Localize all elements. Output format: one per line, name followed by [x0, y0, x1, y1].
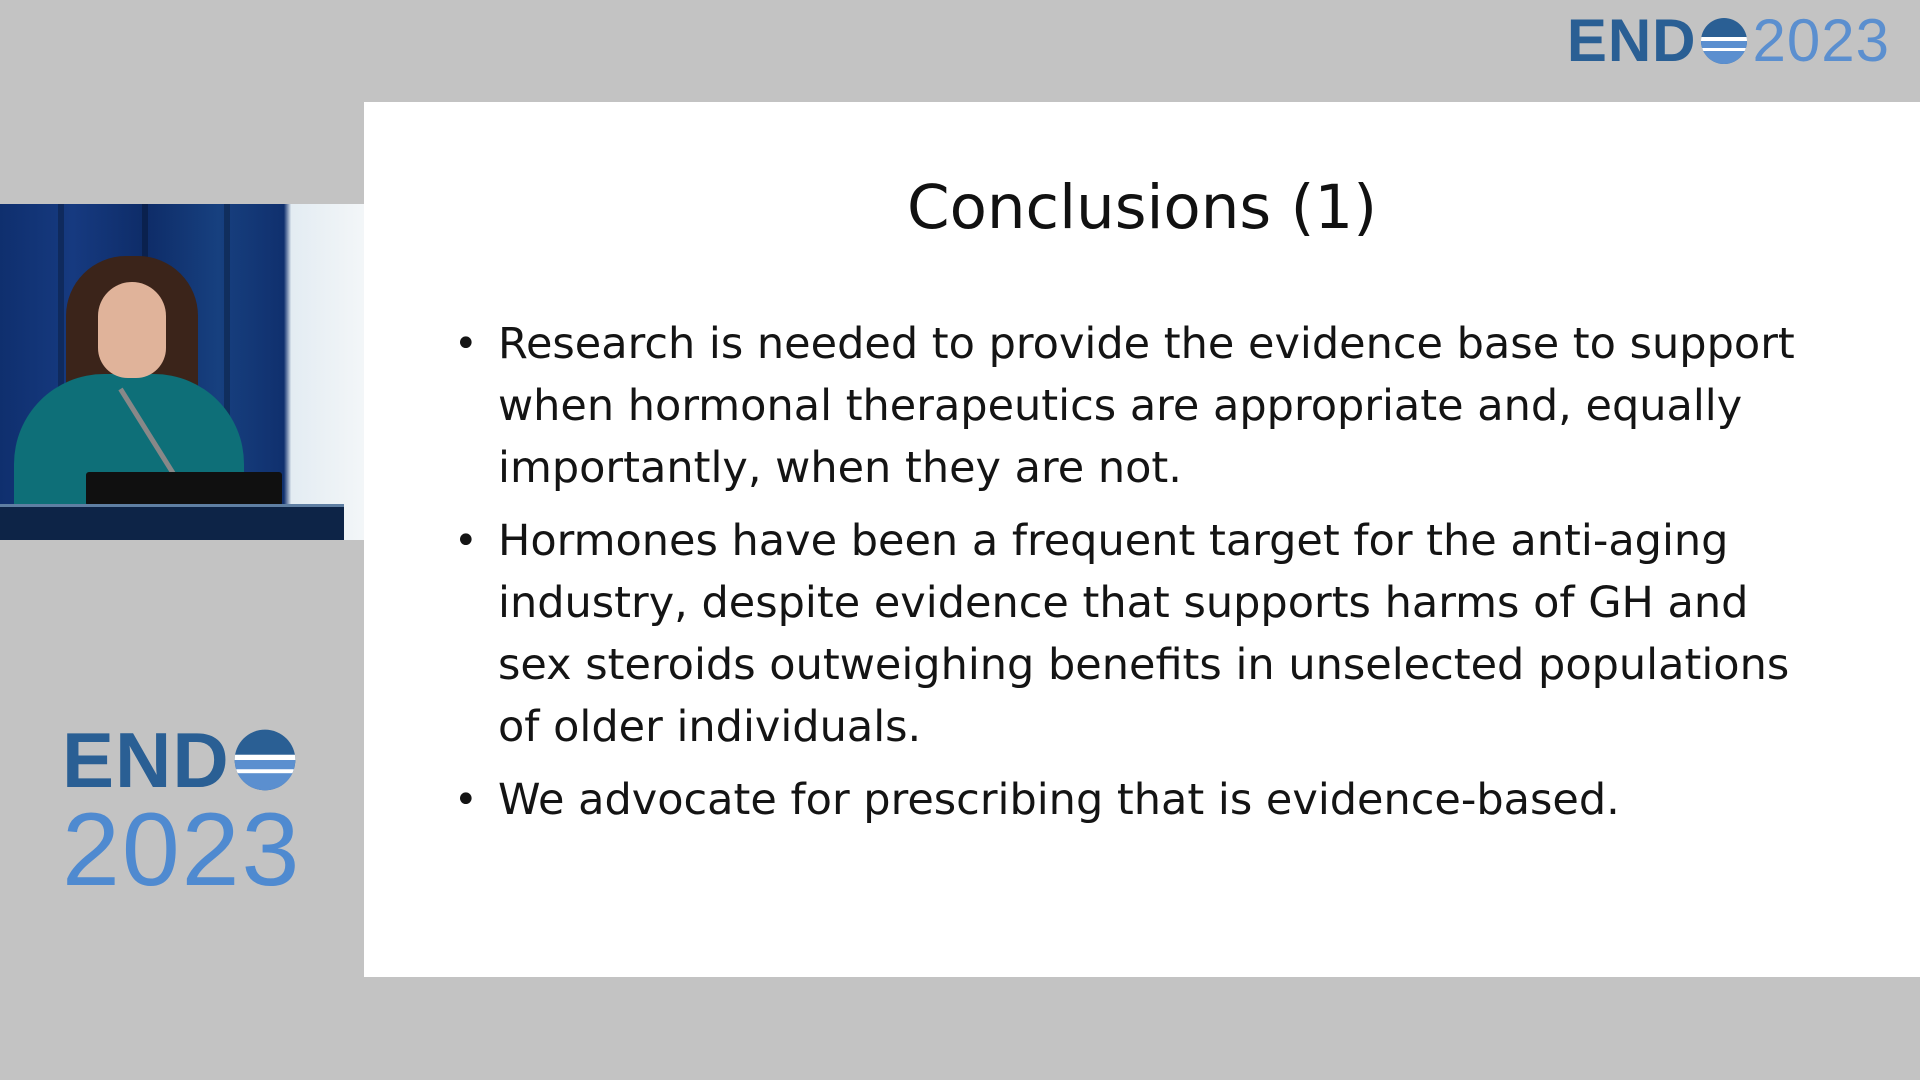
- bullet-text: Hormones have been a frequent target for the anti-aging industry, despite evidence that supports harms of GH and sex steroids outweighing benefits in unselected populations of older individuals.: [498, 516, 1790, 752]
- bullet-item: [446, 313, 1826, 499]
- speaker-face: [98, 282, 166, 378]
- bullet-dot: •: [454, 777, 478, 823]
- logo-word: END: [62, 716, 230, 804]
- laptop: [86, 472, 282, 506]
- slide-title: Conclusions (1): [906, 172, 1377, 243]
- logo-word: END: [1566, 7, 1697, 74]
- bullet-item: [446, 510, 1826, 758]
- conference-logo-top: [1567, 6, 1890, 76]
- bullet-text: We advocate for prescribing that is evidence-based.: [498, 775, 1620, 825]
- logo-year: 2023: [62, 792, 302, 908]
- bullet-item: [446, 769, 1826, 831]
- speaker-video: [0, 204, 364, 540]
- conference-logo-left: [62, 716, 322, 908]
- podium: [0, 504, 344, 540]
- globe-icon: [232, 727, 298, 793]
- bullet-dot: •: [454, 321, 478, 367]
- globe-icon: [1699, 16, 1749, 66]
- bullet-list: [446, 313, 1826, 842]
- bullet-dot: •: [454, 518, 478, 564]
- bullet-text: Research is needed to provide the evidence base to support when hormonal therapeutics are appropriate and, equally importantly, when they are not.: [498, 319, 1795, 493]
- logo-year: 2023: [1752, 7, 1890, 74]
